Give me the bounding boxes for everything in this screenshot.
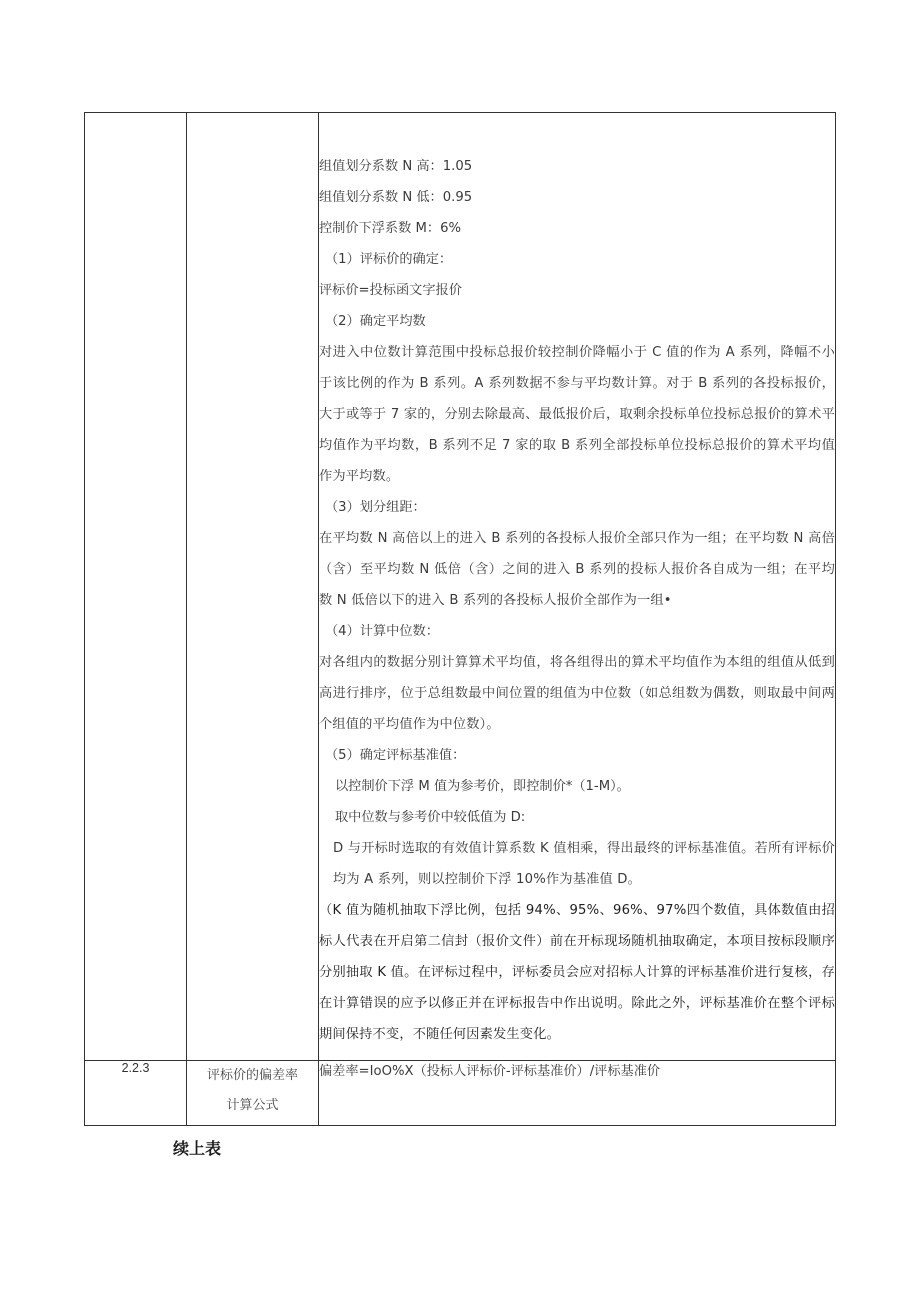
coefficient-m: 控制价下浮系数 M：6% (319, 221, 461, 236)
clause-name-line-2: 计算公式 (226, 1098, 279, 1113)
coefficient-n-low: 组值划分系数 N 低：0.95 (319, 190, 473, 205)
average-paragraph: 对进入中位数计算范围中投标总报价较控制价降幅小于 C 值的作为 A 系列，降幅不小于该比例的作为 B 系列。A 系列数据不参与平均数计算。对于 B 系列的各投标报价，大于或等于 7 家的，分别去除最高、最低报价后，取剩余投标单位投标总报价的算术平均值作为平均数，B 系列不足 7 家的取 B 系列全部投标单位投标总报价的算术平均值作为平均数。 (319, 345, 835, 484)
table-row (85, 113, 836, 1061)
median-paragraph: 对各组内的数据分别计算算术平均值，将各组得出的算术平均值作为本组的组值从低到高进行排序，位于总组数最中间位置的组值为中位数（如总组数为偶数，则取最中间两个组值的平均值作为中位数）。 (319, 655, 835, 732)
heading-average: （2）确定平均数 (325, 314, 426, 329)
table-row (85, 1061, 836, 1126)
heading-median: （4）计算中位数： (325, 624, 439, 639)
clause-name-line-1: 评标价的偏差率 (206, 1068, 298, 1083)
benchmark-step-2: 取中位数与参考价中较低值为 D: (335, 810, 526, 825)
benchmark-step-3: D 与开标时选取的有效值计算系数 K 值相乘，得出最终的评标基准值。若所有评标价均为 A 系列，则以控制价下浮 10%作为基准值 D。 (333, 841, 835, 887)
heading-group: （3）划分组距： (325, 500, 426, 515)
clause-number: 2.2.3 (85, 1061, 187, 1126)
row1-content-cell (319, 113, 836, 1061)
formula-cell (319, 1061, 836, 1126)
row1-name-cell (187, 113, 319, 1061)
benchmark-step-1: 以控制价下浮 M 值为参考价，即控制价*（1-M）。 (335, 779, 630, 794)
row1-number-cell (85, 113, 187, 1061)
heading-benchmark: （5）确定评标基准值： (325, 748, 466, 763)
heading-bid-price: （1）评标价的确定： (325, 252, 453, 267)
evaluation-table (84, 112, 836, 1126)
bid-price-definition: 评标价=投标函文字报价 (319, 283, 462, 298)
deviation-formula: 偏差率=IoO%X（投标人评标价-评标基准价）/评标基准价 (319, 1064, 661, 1079)
coefficient-n-high: 组值划分系数 N 高：1.05 (319, 159, 473, 174)
k-value-paragraph: （K 值为随机抽取下浮比例，包括 94%、95%、96%、97%四个数值，具体数值由招标人代表在开启第二信封（报价文件）前在开标现场随机抽取确定，本项目按标段顺序分别抽取 K 值。在评标过程中，评标委员会应对招标人计算的评标基准价进行复核，存在计算错误的应予以修正并在评标报告中作出说明。除此之外，评标基准价在整个评标期间保持不变，不随任何因素发生变化。 (319, 903, 835, 1042)
clause-name-cell (187, 1061, 319, 1126)
group-paragraph: 在平均数 N 高倍以上的进入 B 系列的各投标人报价全部只作为一组；在平均数 N 高倍（含）至平均数 N 低倍（含）之间的进入 B 系列的投标人报价各自成为一组；在平均数 N 低倍以下的进入 B 系列的各投标人报价全部作为一组• (319, 531, 835, 608)
continued-table-caption: 续上表 (173, 1139, 222, 1158)
